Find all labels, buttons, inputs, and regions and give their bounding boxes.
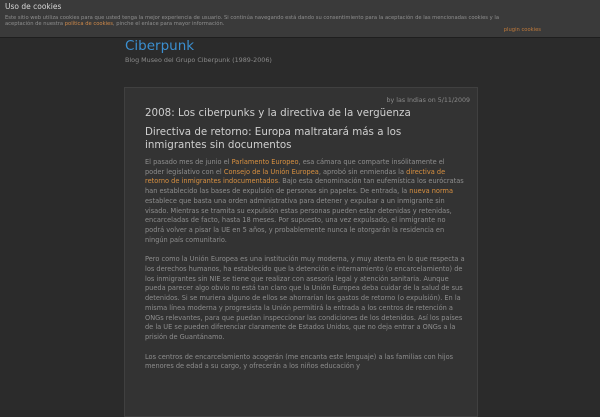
blog-subtitle: Blog Museo del Grupo Ciberpunk (1989-2006) (125, 56, 272, 64)
blog-title[interactable]: Ciberpunk (125, 38, 195, 54)
cookie-text-part: Este sitio web utiliza cookies para que usted tenga la mejor experiencia de usuario. Si continúa navegando está dando su consentimiento para la aceptación de las mencionadas cookies y la aceptación de nuestra (5, 15, 499, 28)
cookie-policy-link[interactable]: política de cookies (64, 21, 113, 28)
text: , aprobó sin enmiendas la (318, 167, 407, 176)
text: . Bajo esta denominación tan eufemística los eurócratas han establecido las bases de expulsión de personas sin papeles. De entrada, la (145, 177, 464, 196)
cookie-text-part: , pinche el enlace para mayor información. (112, 21, 225, 28)
cookie-plugin-link[interactable]: plugin cookies (503, 27, 541, 33)
cookie-banner-title: Uso de cookies (5, 2, 62, 11)
link-consejo-ue[interactable]: Consejo de la Unión Europea (223, 167, 319, 176)
paragraph-1 (145, 158, 465, 245)
post-title[interactable]: 2008: Los ciberpunks y la directiva de la vergüenza (145, 107, 411, 119)
cookie-banner-text (5, 15, 515, 28)
text: , esa cámara que comparte insólitamente el poder legislativo con el (145, 158, 445, 176)
link-directiva-retorno[interactable]: directiva de retorno de inmigrantes indocumentados (145, 167, 446, 186)
paragraph-3: Los centros de encarcelamiento acogerán (me encanta este lenguaje) a las familias con hijos menores de edad a su cargo, y ofrecerán a los niños educación y (145, 352, 454, 371)
post-subheading: Directiva de retorno: Europa maltratará más a los inmigrantes sin documentos (145, 126, 402, 151)
link-parlamento-europeo[interactable]: Parlamento Europeo (231, 158, 299, 166)
paragraph-2: Pero como la Unión Europea es una institución muy moderna, y muy atenta en lo que respecta a los derechos humanos, ha establecido que la detención e internamiento (o encarcelamiento) de los inmigrantes sin NIE se tiene que realizar con asesoría legal y atención sanitaria. Aunque pueda parecer algo obvio no está tan claro que la Unión Europea deba cuidar de la salud de sus detenidos. Si se muriera alguno de ellos se ahorrarían los gastos de retorno (o expulsión). En la misma línea moderna y progresista la Unión permitirá la entrada a los centros de retención a ONGs relevantes, para que puedan inspeccionar las condiciones de los detenidos. Así los países de la UE se pueden diferenciar claramente de Estados Unidos, que no deja entrar a ONGs a la prisión de Guantánamo. (145, 255, 465, 341)
post-container (124, 87, 478, 417)
text: El pasado mes de junio el (145, 158, 232, 166)
text: establece que basta una orden administrativa para detener y expulsar a un inmigrante sin visado. Mientras se tramita su expulsión estas personas pueden estar detenidas y retenidas, encarceladas de facto, hasta 18 meses. Por supuesto, una vez expulsado, el inmigrante no podrá volver a pisar la UE en 5 años, y probablemente nunca le otorgarán la residencia en ningún país comunitario. (145, 196, 452, 244)
post-body (145, 158, 465, 382)
link-nueva-norma[interactable]: nueva norma (409, 187, 454, 196)
cookie-banner (0, 0, 600, 38)
post-byline: by las Indias on 5/11/2009 (386, 97, 470, 104)
